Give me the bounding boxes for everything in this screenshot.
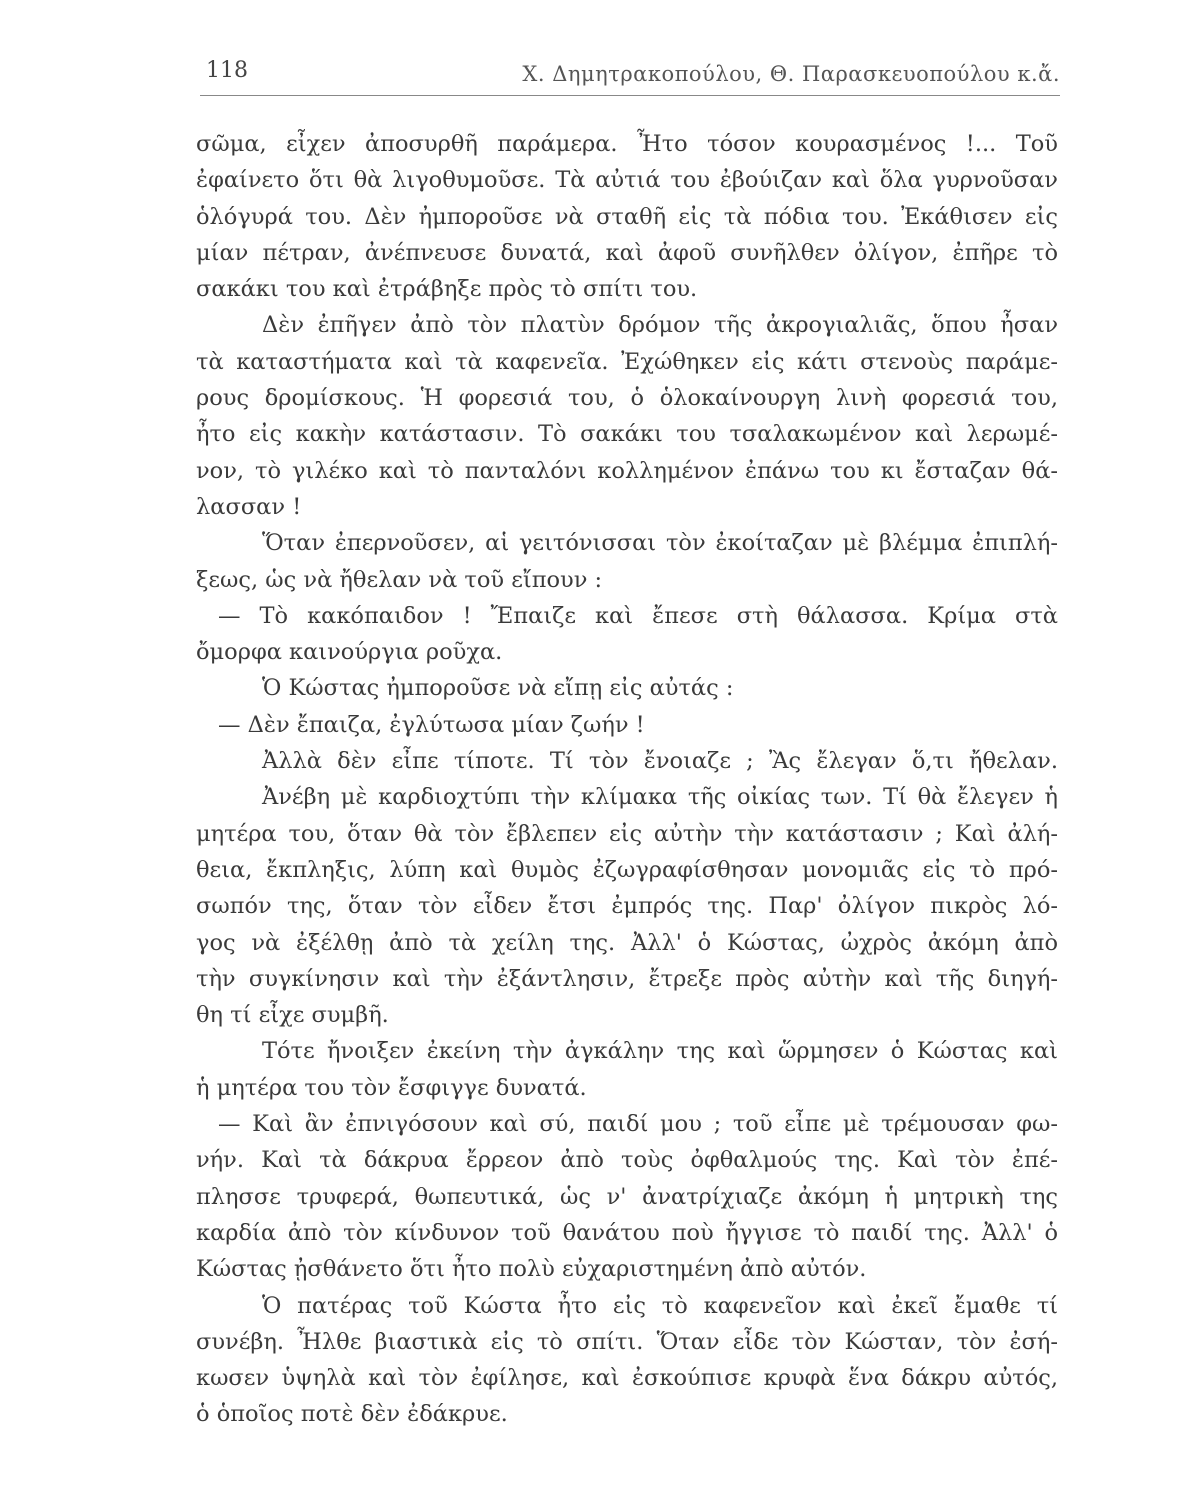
text-line: Κώστας ᾐσθάνετο ὅτι ἦτο πολὺ εὐχαριστημένη ἀπὸ αὐτόν. bbox=[196, 1256, 867, 1283]
page-header bbox=[200, 52, 1060, 98]
text-line: — Τὸ κακόπαιδον ! Ἔπαιζε καὶ ἔπεσε στὴ θάλασσα. Κρίμα στὰ bbox=[218, 602, 1058, 629]
text-line: ἦτο εἰς κακὴν κατάστασιν. Τὸ σακάκι του τσαλακωμένον καὶ λερωμέ- bbox=[196, 421, 1058, 448]
page-number: 118 bbox=[206, 58, 248, 83]
text-line: Ὁ Κώστας ἠμποροῦσε νὰ εἴπῃ εἰς αὐτάς : bbox=[262, 675, 734, 702]
text-line: σακάκι του καὶ ἐτράβηξε πρὸς τὸ σπίτι του. bbox=[196, 276, 698, 303]
text-line: νον, τὸ γιλέκο καὶ τὸ πανταλόνι κολλημένον ἐπάνω του κι ἔσταζαν θά- bbox=[196, 457, 1058, 484]
text-line: κωσεν ὑψηλὰ καὶ τὸν ἐφίλησε, καὶ ἐσκούπισε κρυφὰ ἕνα δάκρυ αὐτός, bbox=[196, 1365, 1058, 1392]
text-line: Ἀλλὰ δὲν εἶπε τίποτε. Τί τὸν ἔνοιαζε ; Ἂς ἔλεγαν ὅ,τι ἤθελαν. bbox=[262, 748, 1058, 775]
text-line: σῶμα, εἶχεν ἀποσυρθῆ παράμερα. Ἦτο τόσον κουρασμένος !... Τοῦ bbox=[196, 131, 1058, 157]
text-line: Ἀνέβη μὲ καρδιοχτύπι τὴν κλίμακα τῆς οἰκίας των. Τί θὰ ἔλεγεν ἡ bbox=[262, 784, 1058, 811]
text-line: Ὁ πατέρας τοῦ Κώστα ἦτο εἰς τὸ καφενεῖον καὶ ἐκεῖ ἔμαθε τί bbox=[262, 1292, 1058, 1319]
text-line: θεια, ἔκπληξις, λύπη καὶ θυμὸς ἐζωγραφίσθησαν μονομιᾶς εἰς τὸ πρό- bbox=[196, 856, 1058, 883]
text-line: ὄμορφα καινούργια ροῦχα. bbox=[196, 639, 503, 666]
text-line: τὰ καταστήματα καὶ τὰ καφενεῖα. Ἐχώθηκεν εἰς κάτι στενοὺς παράμε- bbox=[196, 348, 1058, 375]
text-line: ἡ μητέρα του τὸν ἔσφιγγε δυνατά. bbox=[196, 1074, 587, 1101]
text-line: λασσαν ! bbox=[196, 493, 302, 520]
text-line: συνέβη. Ἦλθε βιαστικὰ εἰς τὸ σπίτι. Ὅταν εἶδε τὸν Κώσταν, τὸν ἐσή- bbox=[196, 1328, 1058, 1355]
text-line: — Δὲν ἔπαιζα, ἐγλύτωσα μίαν ζωήν ! bbox=[218, 711, 645, 738]
running-head: Χ. Δημητρακοπούλου, Θ. Παρασκευοπούλου κ.ἄ. bbox=[522, 62, 1060, 86]
text-line: ὁλόγυρά του. Δὲν ἠμποροῦσε νὰ σταθῆ εἰς τὰ πόδια του. Ἐκάθισεν εἰς bbox=[196, 203, 1058, 230]
text-line: ξεως, ὡς νὰ ἤθελαν νὰ τοῦ εἴπουν : bbox=[196, 566, 603, 593]
text-line: γος νὰ ἐξέλθῃ ἀπὸ τὰ χείλη της. Ἀλλ' ὁ Κώστας, ὠχρὸς ἀκόμη ἀπὸ bbox=[196, 929, 1058, 956]
text-line: ἐφαίνετο ὅτι θὰ λιγοθυμοῦσε. Τὰ αὐτιά του ἐβούιζαν καὶ ὅλα γυρνοῦσαν bbox=[196, 167, 1058, 194]
text-line: Ὅταν ἐπερνοῦσεν, αἱ γειτόνισσαι τὸν ἐκοίταζαν μὲ βλέμμα ἐπιπλή- bbox=[262, 530, 1058, 557]
text-line: Δὲν ἐπῆγεν ἀπὸ τὸν πλατὺν δρόμον τῆς ἀκρογιαλιᾶς, ὅπου ἦσαν bbox=[262, 312, 1058, 339]
text-line: ρους δρομίσκους. Ἡ φορεσιά του, ὁ ὁλοκαίνουργη λινὴ φορεσιά του, bbox=[196, 385, 1058, 412]
text-line: μητέρα του, ὅταν θὰ τὸν ἔβλεπεν εἰς αὐτὴν τὴν κατάστασιν ; Καὶ ἀλή- bbox=[196, 820, 1058, 847]
text-line: Τότε ἤνοιξεν ἐκείνη τὴν ἀγκάλην της καὶ ὥρμησεν ὁ Κώστας καὶ bbox=[262, 1038, 1058, 1065]
text-line: θη τί εἶχε συμβῆ. bbox=[196, 1002, 389, 1029]
text-line: καρδία ἀπὸ τὸν κίνδυνον τοῦ θανάτου ποὺ ἤγγισε τὸ παιδί της. Ἀλλ' ὁ bbox=[196, 1219, 1058, 1246]
text-line: σωπόν της, ὅταν τὸν εἶδεν ἔτσι ἐμπρός της. Παρ' ὀλίγον πικρὸς λό- bbox=[196, 893, 1058, 920]
text-line: νήν. Καὶ τὰ δάκρυα ἔρρεον ἀπὸ τοὺς ὀφθαλμούς της. Καὶ τὸν ἐπέ- bbox=[196, 1147, 1058, 1174]
header-rule bbox=[200, 95, 1060, 96]
text-line: τὴν συγκίνησιν καὶ τὴν ἐξάντλησιν, ἔτρεξε πρὸς αὐτὴν καὶ τῆς διηγή- bbox=[196, 965, 1058, 992]
text-line: μίαν πέτραν, ἀνέπνευσε δυνατά, καὶ ἀφοῦ συνῆλθεν ὀλίγον, ἐπῆρε τὸ bbox=[196, 239, 1058, 266]
body-text bbox=[196, 126, 1058, 1433]
text-line: πλησσε τρυφερά, θωπευτικά, ὡς ν' ἀνατρίχιαζε ἀκόμη ἡ μητρικὴ της bbox=[196, 1183, 1058, 1210]
text-line: — Καὶ ἂν ἐπνιγόσουν καὶ σύ, παιδί μου ; τοῦ εἶπε μὲ τρέμουσαν φω- bbox=[218, 1111, 1058, 1138]
text-line: ὁ ὁποῖος ποτὲ δὲν ἐδάκρυε. bbox=[196, 1401, 508, 1428]
